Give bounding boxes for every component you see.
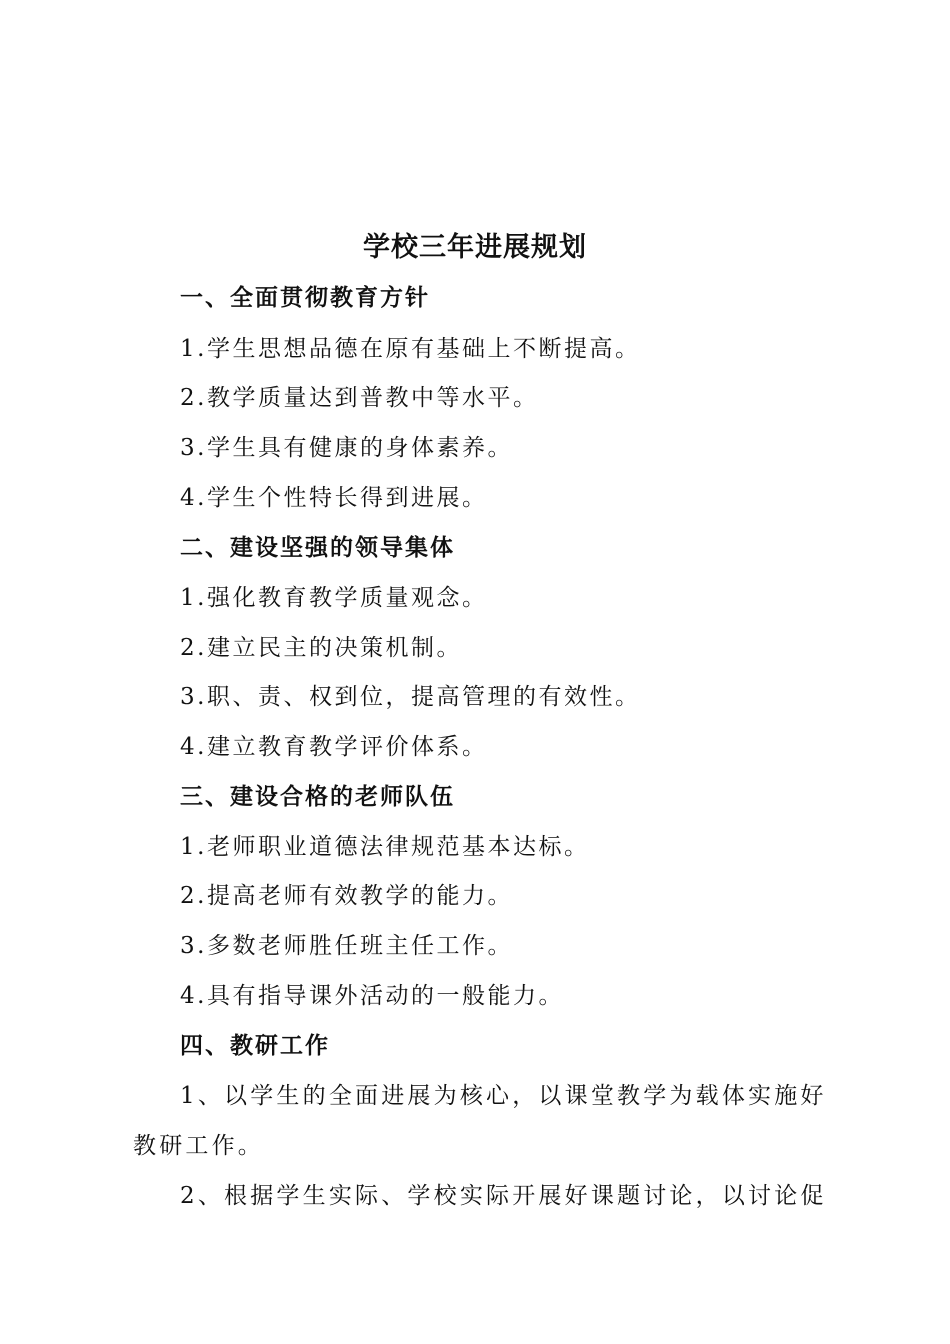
- section-3-item-4: 4.具有指导课外活动的一般能力。: [180, 983, 564, 1009]
- section-4-paragraph-2: 2、根据学生实际、学校实际开展好课题讨论，以讨论促: [180, 1183, 827, 1209]
- section-heading-3: 三、建设合格的老师队伍: [180, 783, 455, 810]
- section-2-item-4: 4.建立教育教学评价体系。: [180, 734, 488, 760]
- section-heading-1: 一、全面贯彻教育方针: [180, 284, 430, 311]
- section-1-item-1: 1.学生思想品德在原有基础上不断提高。: [180, 336, 641, 362]
- section-1-item-2: 2.教学质量达到普教中等水平。: [180, 385, 539, 411]
- section-heading-4: 四、教研工作: [180, 1032, 330, 1059]
- section-heading-2: 二、建设坚强的领导集体: [180, 534, 455, 561]
- section-2-item-3: 3.职、责、权到位，提高管理的有效性。: [180, 684, 641, 710]
- document-title: 学校三年进展规划: [363, 232, 587, 263]
- section-2-item-1: 1.强化教育教学质量观念。: [180, 585, 488, 611]
- section-3-item-3: 3.多数老师胜任班主任工作。: [180, 933, 513, 959]
- section-3-item-1: 1.老师职业道德法律规范基本达标。: [180, 834, 590, 860]
- section-2-item-2: 2.建立民主的决策机制。: [180, 635, 462, 661]
- section-1-item-3: 3.学生具有健康的身体素养。: [180, 435, 513, 461]
- section-4-paragraph-1: 1、以学生的全面进展为核心，以课堂教学为载体实施好教研工作。: [133, 1083, 827, 1159]
- section-1-item-4: 4.学生个性特长得到进展。: [180, 485, 488, 511]
- section-3-item-2: 2.提高老师有效教学的能力。: [180, 883, 513, 909]
